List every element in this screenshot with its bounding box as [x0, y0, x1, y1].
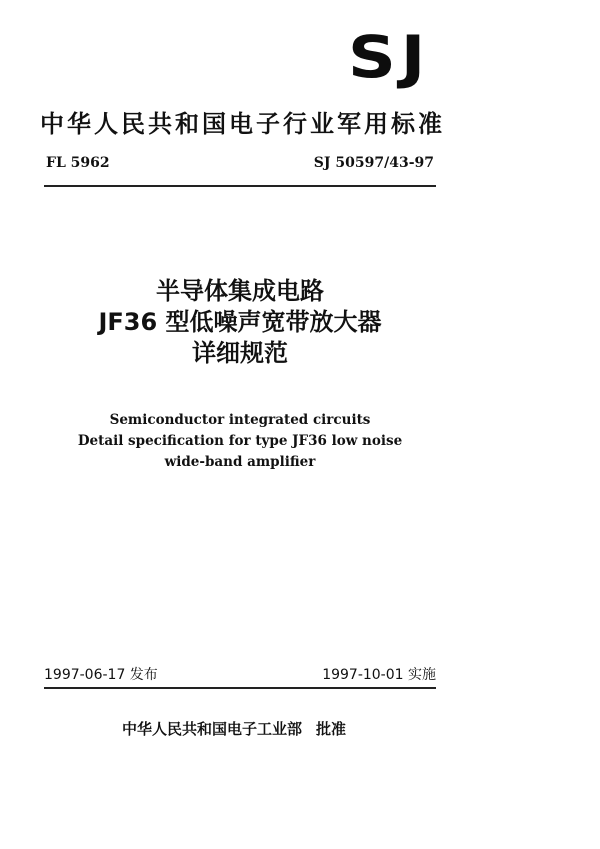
english-title-line-2: Detail specification for type JF36 low noise — [77, 433, 403, 449]
classification-code: FL 5962 — [46, 155, 110, 171]
approval-line — [122, 718, 346, 739]
chinese-title — [60, 276, 420, 369]
issue-date: 1997-06-17 发布 — [44, 667, 158, 683]
approving-authority: 中华人民共和国电子工业部 — [122, 720, 303, 738]
implementation-date: 1997-10-01 实施 — [322, 667, 436, 683]
english-title — [60, 410, 420, 473]
sj-logo: SJ — [347, 23, 430, 91]
header-divider — [44, 185, 436, 187]
standard-number: SJ 50597/43-97 — [313, 155, 434, 171]
chinese-title-line-3: 详细规范 — [192, 339, 288, 367]
english-title-line-1: Semiconductor integrated circuits — [109, 412, 371, 428]
chinese-title-line-2: JF36 型低噪声宽带放大器 — [98, 308, 382, 336]
english-title-line-3: wide-band amplifier — [164, 454, 316, 470]
chinese-title-line-1: 半导体集成电路 — [156, 277, 324, 305]
organization-title: 中华人民共和国电子行业军用标准 — [40, 110, 445, 138]
footer-divider — [44, 687, 436, 689]
approval-action: 批准 — [316, 720, 347, 738]
